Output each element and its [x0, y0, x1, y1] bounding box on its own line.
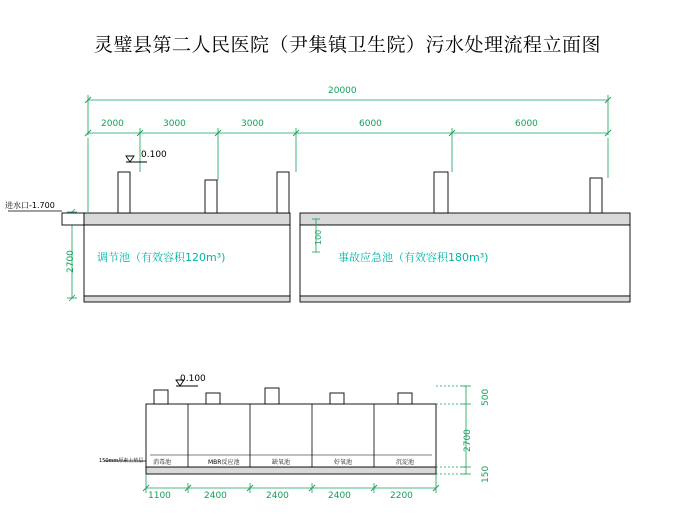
segment-dimension-2: 3000: [163, 119, 186, 129]
bottom-dimension-3: 2400: [266, 491, 289, 501]
bottom-view-structure: [146, 388, 436, 474]
inlet-label: 进水口-1.700: [5, 201, 55, 210]
pipe-bedding-label: 150mm厚素土垫层: [99, 458, 144, 464]
segment-dimension-3: 3000: [241, 119, 264, 129]
page-title: 灵璧县第二人民医院（尹集镇卫生院）污水处理流程立面图: [93, 34, 601, 56]
top-elevation-label: 0.100: [141, 150, 167, 160]
chamber-label-2: MBR反应池: [208, 459, 240, 466]
chamber-label-5: 沉淀池: [396, 459, 415, 466]
top-view-structure: [62, 172, 630, 302]
bottom-dimension-5: 2200: [390, 491, 413, 501]
tank-label-adjusting: 调节池（有效容积120m³): [97, 251, 226, 264]
chamber-label-4: 好氧池: [334, 459, 353, 466]
segment-dimension-1: 2000: [101, 119, 124, 129]
right-dimension-150: 150: [481, 465, 491, 483]
segment-dimension-5: 6000: [515, 119, 538, 129]
overall-dimension-label: 20000: [328, 86, 357, 96]
right-dimension-2700: 2700: [463, 429, 473, 452]
segment-dimension-4: 6000: [359, 119, 382, 129]
depth-dimension-label: 2700: [66, 250, 76, 273]
bottom-elevation-label: 0.100: [180, 374, 206, 384]
wall-thickness-label: 100: [314, 229, 323, 245]
bottom-dimension-2: 2400: [204, 491, 227, 501]
top-dimension-ticks: [85, 97, 611, 136]
chamber-label-1: 消毒池: [153, 459, 172, 466]
chamber-label-3: 缺氧池: [272, 459, 291, 466]
tank-label-emergency: 事故应急池（有效容积180m³): [338, 251, 489, 264]
bottom-dimension-1: 1100: [148, 491, 171, 501]
bottom-dimension-4: 2400: [328, 491, 351, 501]
right-dimension-500: 500: [481, 388, 491, 406]
